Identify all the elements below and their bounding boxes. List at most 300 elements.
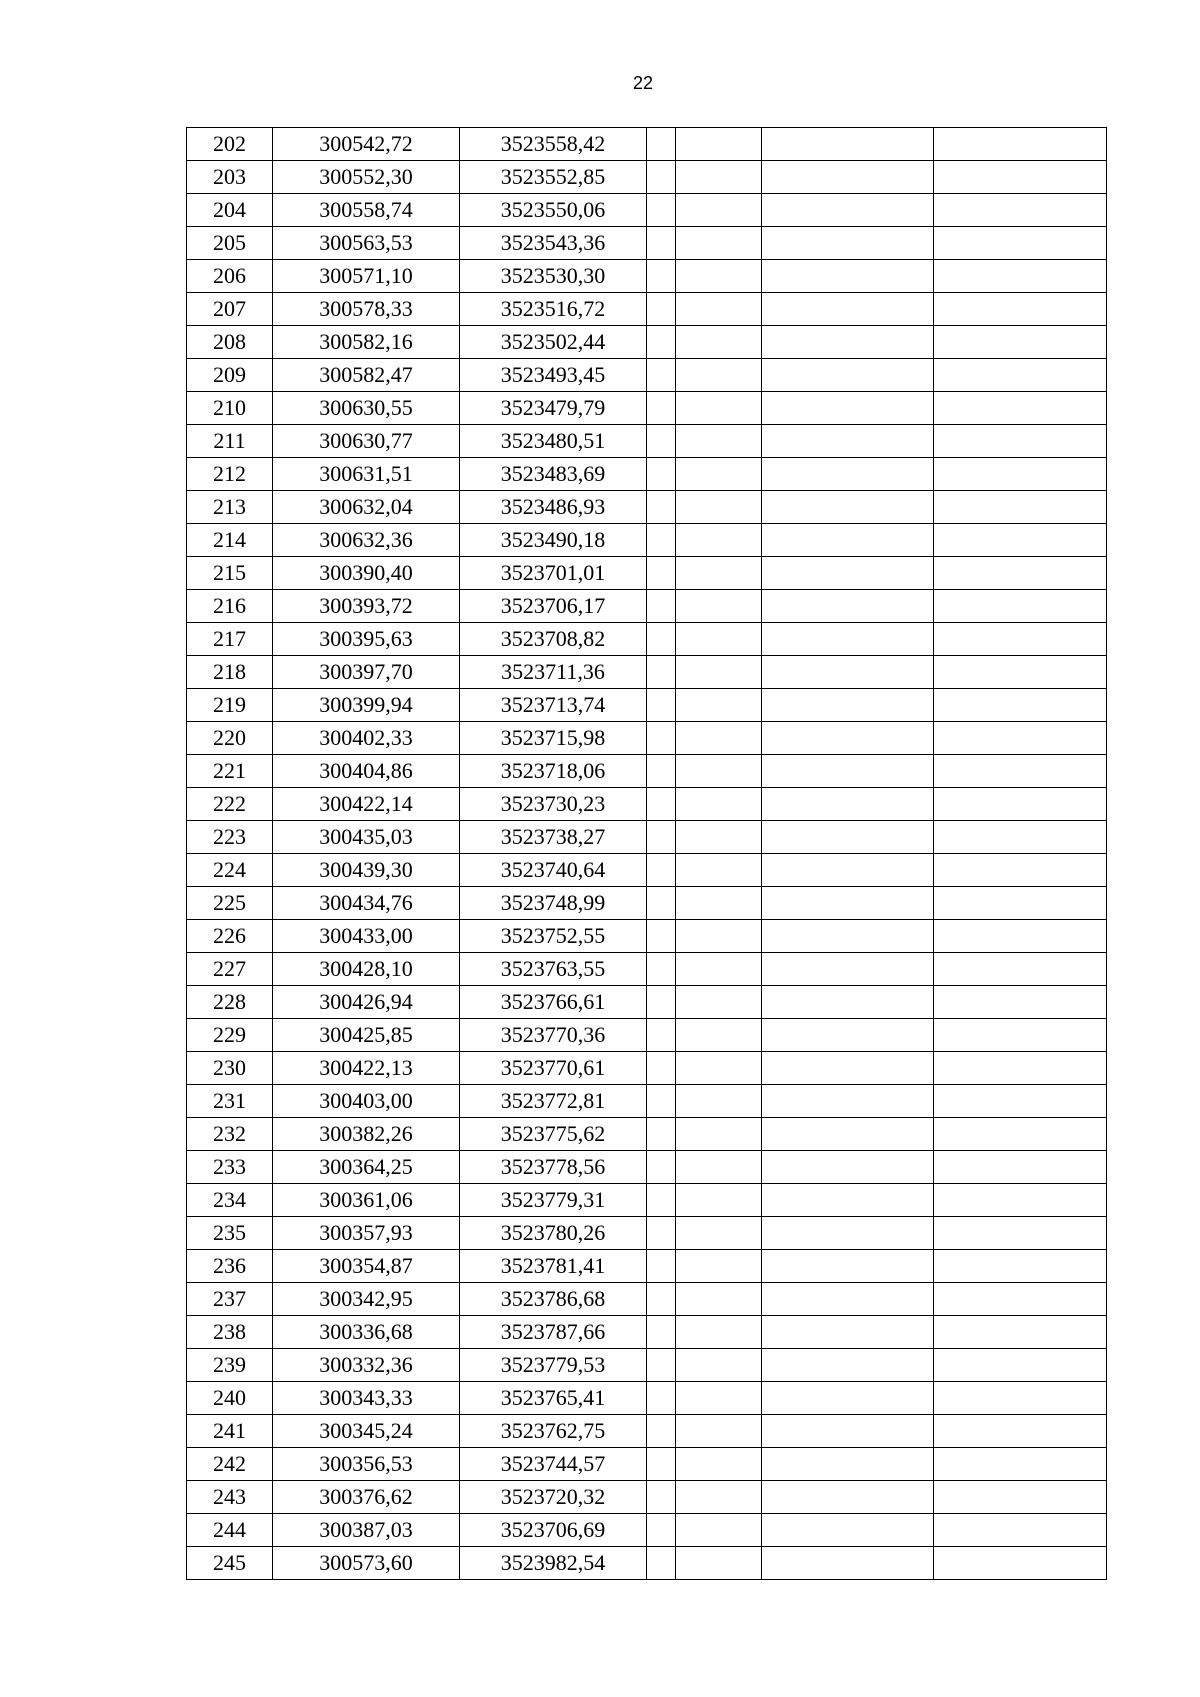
table-cell: 3523730,23 [460,788,647,821]
table-cell [647,821,676,854]
table-cell [647,920,676,953]
table-cell: 300631,51 [273,458,460,491]
table-cell: 3523530,30 [460,260,647,293]
table-cell: 300336,68 [273,1316,460,1349]
table-cell: 3523718,06 [460,755,647,788]
table-cell [762,788,934,821]
table-cell [676,425,762,458]
table-cell: 3523706,17 [460,590,647,623]
table-cell: 3523480,51 [460,425,647,458]
table-row [187,161,1107,194]
table-cell [647,656,676,689]
table-cell [934,1151,1107,1184]
table-cell [647,1184,676,1217]
table-cell [934,623,1107,656]
table-cell: 241 [187,1415,273,1448]
table-cell [647,986,676,1019]
table-cell: 300422,14 [273,788,460,821]
table-cell: 231 [187,1085,273,1118]
table-cell [647,1448,676,1481]
table-cell: 3523779,31 [460,1184,647,1217]
table-cell: 300630,77 [273,425,460,458]
table-cell [762,986,934,1019]
table-cell [934,1382,1107,1415]
table-cell [676,1085,762,1118]
table-cell [647,425,676,458]
table-cell [676,1349,762,1382]
table-cell: 3523493,45 [460,359,647,392]
table-cell [934,392,1107,425]
table-cell [647,1514,676,1547]
table-cell [934,689,1107,722]
table-row [187,623,1107,656]
table-row [187,359,1107,392]
table-cell [676,1382,762,1415]
table-cell [762,722,934,755]
table-cell [676,722,762,755]
table-cell [934,128,1107,161]
table-cell [934,326,1107,359]
table-cell [762,854,934,887]
table-row [187,1019,1107,1052]
table-cell [762,1019,934,1052]
table-cell [676,524,762,557]
table-cell: 222 [187,788,273,821]
table-row [187,1085,1107,1118]
table-cell [762,1151,934,1184]
table-row [187,194,1107,227]
table-cell [934,1019,1107,1052]
table-cell [934,260,1107,293]
table-row [187,260,1107,293]
table-cell [676,1316,762,1349]
table-cell: 3523720,32 [460,1481,647,1514]
table-cell [676,887,762,920]
table-cell: 3523713,74 [460,689,647,722]
table-cell: 300390,40 [273,557,460,590]
table-cell [934,887,1107,920]
table-cell [934,1052,1107,1085]
table-cell [676,854,762,887]
table-cell [934,359,1107,392]
table-cell: 232 [187,1118,273,1151]
table-cell [762,623,934,656]
table-row [187,128,1107,161]
table-row [187,1316,1107,1349]
table-cell: 300332,36 [273,1349,460,1382]
table-row [187,425,1107,458]
table-cell [762,1316,934,1349]
table-cell: 300542,72 [273,128,460,161]
table-cell [647,227,676,260]
table-cell: 3523770,61 [460,1052,647,1085]
table-cell [762,821,934,854]
table-cell [676,953,762,986]
table-cell [647,326,676,359]
table-cell [647,557,676,590]
table-row [187,557,1107,590]
table-cell [934,1217,1107,1250]
table-cell: 211 [187,425,273,458]
table-cell: 3523715,98 [460,722,647,755]
table-cell: 3523711,36 [460,656,647,689]
table-row [187,227,1107,260]
table-cell [762,326,934,359]
table-cell [647,722,676,755]
table-cell [934,920,1107,953]
table-cell [647,128,676,161]
table-cell [934,1481,1107,1514]
table-cell: 227 [187,953,273,986]
table-cell: 244 [187,1514,273,1547]
table-cell: 300435,03 [273,821,460,854]
table-cell: 210 [187,392,273,425]
table-cell [934,1250,1107,1283]
table-cell [647,1382,676,1415]
table-cell [762,1382,934,1415]
table-cell [647,194,676,227]
table-cell [934,161,1107,194]
table-cell: 3523740,64 [460,854,647,887]
table-cell [762,590,934,623]
table-cell [676,1547,762,1580]
table-cell: 3523744,57 [460,1448,647,1481]
table-cell [676,1184,762,1217]
table-cell: 223 [187,821,273,854]
table-cell: 239 [187,1349,273,1382]
table-cell: 300582,47 [273,359,460,392]
table-body [187,128,1107,1580]
table-cell [762,425,934,458]
table-cell [934,425,1107,458]
table-cell [762,458,934,491]
table-cell: 3523552,85 [460,161,647,194]
table-cell [676,788,762,821]
table-cell: 3523982,54 [460,1547,647,1580]
table-cell: 300364,25 [273,1151,460,1184]
table-cell [647,1250,676,1283]
table-cell: 300422,13 [273,1052,460,1085]
table-cell [762,491,934,524]
table-row [187,689,1107,722]
table-row [187,1382,1107,1415]
table-cell: 300582,16 [273,326,460,359]
table-cell: 219 [187,689,273,722]
table-row [187,1547,1107,1580]
table-cell [762,1448,934,1481]
table-row [187,392,1107,425]
table-cell: 3523486,93 [460,491,647,524]
table-cell [647,854,676,887]
table-row [187,1184,1107,1217]
table-cell [676,821,762,854]
table-cell [676,359,762,392]
table-cell [934,953,1107,986]
table-row [187,788,1107,821]
table-cell [676,1448,762,1481]
table-cell [647,623,676,656]
table-cell: 300426,94 [273,986,460,1019]
table-row [187,326,1107,359]
table-cell: 245 [187,1547,273,1580]
table-cell [676,1019,762,1052]
table-cell [762,656,934,689]
table-cell [647,1481,676,1514]
coordinates-table [186,127,1107,1580]
table-cell: 204 [187,194,273,227]
table-cell [647,689,676,722]
table-cell: 216 [187,590,273,623]
table-cell [762,1118,934,1151]
table-cell: 240 [187,1382,273,1415]
table-cell: 3523502,44 [460,326,647,359]
table-cell [934,788,1107,821]
table-cell [647,1349,676,1382]
table-cell [647,788,676,821]
table-cell [676,1217,762,1250]
table-cell [934,557,1107,590]
table-cell [934,656,1107,689]
table-cell [934,227,1107,260]
table-cell [762,260,934,293]
table-cell: 226 [187,920,273,953]
table-row [187,1250,1107,1283]
table-cell [762,359,934,392]
table-cell [647,1547,676,1580]
table-cell [676,986,762,1019]
table-cell [762,1250,934,1283]
page-number: 22 [632,73,654,93]
table-cell: 3523762,75 [460,1415,647,1448]
table-cell: 300399,94 [273,689,460,722]
table-cell: 300404,86 [273,755,460,788]
table-row [187,1118,1107,1151]
table-row [187,1415,1107,1448]
table-cell [762,953,934,986]
table-row [187,590,1107,623]
table-cell [762,1349,934,1382]
table-cell: 300558,74 [273,194,460,227]
table-cell: 230 [187,1052,273,1085]
table-cell: 3523483,69 [460,458,647,491]
table-cell [762,689,934,722]
table-cell: 300573,60 [273,1547,460,1580]
table-cell [762,293,934,326]
table-cell [762,1184,934,1217]
table-cell: 220 [187,722,273,755]
table-cell [647,590,676,623]
table-cell: 3523765,41 [460,1382,647,1415]
table-cell: 3523543,36 [460,227,647,260]
table-cell: 228 [187,986,273,1019]
table-row [187,524,1107,557]
table-cell: 300563,53 [273,227,460,260]
table-cell [934,821,1107,854]
table-cell: 300578,33 [273,293,460,326]
table-cell [647,260,676,293]
table-cell [676,1283,762,1316]
table-cell [676,755,762,788]
table-cell [762,524,934,557]
table-row [187,854,1107,887]
table-cell [647,1415,676,1448]
table-cell [676,1481,762,1514]
table-cell [647,1316,676,1349]
table-cell: 3523708,82 [460,623,647,656]
table-row [187,293,1107,326]
table-cell: 3523706,69 [460,1514,647,1547]
table-cell: 3523772,81 [460,1085,647,1118]
table-cell: 3523752,55 [460,920,647,953]
table-cell [762,920,934,953]
table-cell: 3523479,79 [460,392,647,425]
table-cell [934,1349,1107,1382]
table-cell: 202 [187,128,273,161]
table-cell: 217 [187,623,273,656]
table-cell: 3523490,18 [460,524,647,557]
table-row [187,656,1107,689]
table-cell: 300361,06 [273,1184,460,1217]
table-cell [676,557,762,590]
table-cell [934,491,1107,524]
table-cell: 300357,93 [273,1217,460,1250]
table-cell: 236 [187,1250,273,1283]
table-cell [934,722,1107,755]
table-cell [676,161,762,194]
table-cell [647,1151,676,1184]
table-cell: 300343,33 [273,1382,460,1415]
table-cell [934,755,1107,788]
table-cell: 3523766,61 [460,986,647,1019]
table-cell: 3523558,42 [460,128,647,161]
table-cell [647,887,676,920]
table-cell [676,128,762,161]
table-cell [676,1118,762,1151]
table-cell: 224 [187,854,273,887]
table-cell: 300428,10 [273,953,460,986]
table-cell: 215 [187,557,273,590]
table-cell: 3523781,41 [460,1250,647,1283]
table-cell: 3523779,53 [460,1349,647,1382]
table-cell [762,128,934,161]
table-cell: 300632,36 [273,524,460,557]
table-cell: 207 [187,293,273,326]
table-cell [762,392,934,425]
table-cell: 300345,24 [273,1415,460,1448]
table-row [187,887,1107,920]
table-cell [934,854,1107,887]
table-cell: 208 [187,326,273,359]
table-cell [676,590,762,623]
table-cell [762,1052,934,1085]
table-cell: 205 [187,227,273,260]
table-cell [647,953,676,986]
table-cell [762,194,934,227]
table-cell: 300632,04 [273,491,460,524]
table-cell [676,920,762,953]
table-cell [676,1151,762,1184]
table-cell [647,458,676,491]
table-cell: 243 [187,1481,273,1514]
table-cell: 235 [187,1217,273,1250]
table-cell: 212 [187,458,273,491]
table-cell: 300630,55 [273,392,460,425]
table-cell: 225 [187,887,273,920]
table-cell: 3523770,36 [460,1019,647,1052]
table-cell [934,1547,1107,1580]
table-cell [676,1250,762,1283]
table-cell [676,227,762,260]
table-cell [676,491,762,524]
table-cell: 3523701,01 [460,557,647,590]
table-row [187,1514,1107,1547]
table-cell [647,1118,676,1151]
table-cell [934,194,1107,227]
table-cell [676,293,762,326]
table-row [187,1448,1107,1481]
table-cell: 242 [187,1448,273,1481]
table-cell [934,986,1107,1019]
table-cell: 300434,76 [273,887,460,920]
table-cell [647,293,676,326]
table-cell [647,755,676,788]
table-cell: 300356,53 [273,1448,460,1481]
table-cell [676,326,762,359]
table-cell: 3523748,99 [460,887,647,920]
table-cell: 3523787,66 [460,1316,647,1349]
table-cell [647,491,676,524]
table-row [187,1052,1107,1085]
table-cell [934,1118,1107,1151]
table-cell: 209 [187,359,273,392]
table-cell: 213 [187,491,273,524]
table-row [187,1217,1107,1250]
table-cell [762,1085,934,1118]
table-cell [676,623,762,656]
table-cell [647,392,676,425]
table-cell [647,1217,676,1250]
table-row [187,1283,1107,1316]
table-row [187,1151,1107,1184]
table-cell: 300382,26 [273,1118,460,1151]
table-cell [934,524,1107,557]
table-cell: 238 [187,1316,273,1349]
table-cell [647,1019,676,1052]
table-cell [762,1283,934,1316]
table-cell: 300395,63 [273,623,460,656]
table-cell [647,161,676,194]
table-cell [676,458,762,491]
table-cell [762,1481,934,1514]
table-cell: 300433,00 [273,920,460,953]
table-cell: 3523786,68 [460,1283,647,1316]
table-row [187,1481,1107,1514]
table-cell: 300552,30 [273,161,460,194]
table-cell [676,689,762,722]
table-cell: 206 [187,260,273,293]
table-cell [762,161,934,194]
table-cell [676,392,762,425]
table-cell: 300354,87 [273,1250,460,1283]
table-cell [934,1448,1107,1481]
table-cell: 229 [187,1019,273,1052]
table-row [187,755,1107,788]
table-cell [762,755,934,788]
table-cell: 237 [187,1283,273,1316]
table-cell: 233 [187,1151,273,1184]
table-cell: 3523763,55 [460,953,647,986]
table-cell [676,1415,762,1448]
